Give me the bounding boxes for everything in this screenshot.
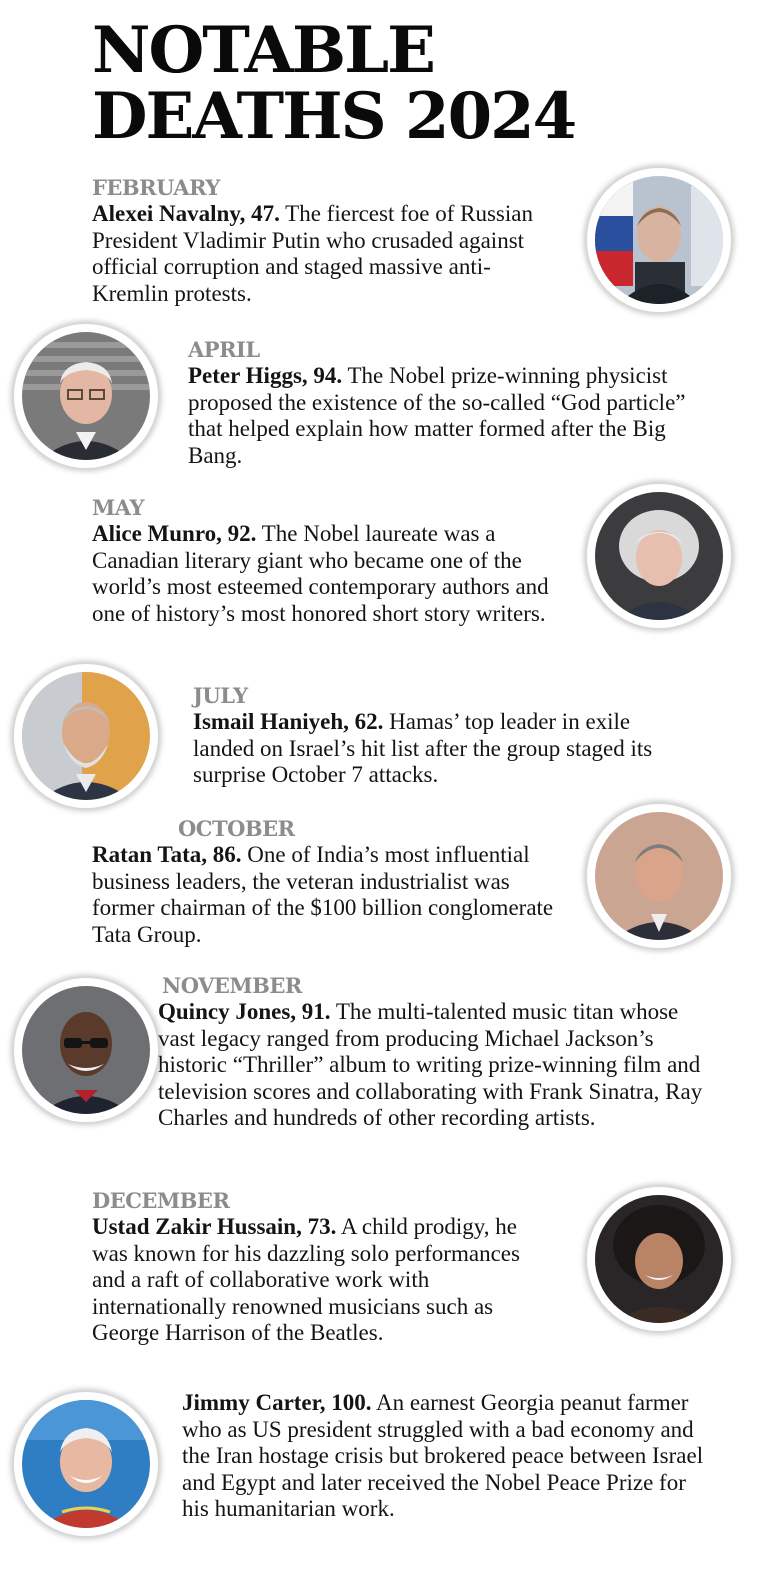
entry-higgs bbox=[188, 338, 696, 469]
portrait-munro bbox=[587, 484, 731, 628]
entry-text bbox=[193, 709, 693, 789]
title-line-2: DEATHS 2024 bbox=[92, 79, 576, 154]
entry-description: A child prodigy, he was known for his dazzling solo performances and a raft of collaborative work with internationally renowned musicians such as George Harrison of the Beatles. bbox=[92, 1214, 520, 1345]
portrait-haniyeh bbox=[14, 664, 158, 808]
person-name: Peter Higgs, 94. bbox=[188, 363, 343, 388]
month-label: OCTOBER bbox=[178, 816, 295, 841]
entry-description: One of India’s most influential business leaders, the veteran industrialist was former chairman of the $100 billion conglomerate Tata Group. bbox=[92, 842, 554, 947]
entry-text bbox=[92, 842, 554, 948]
entry-description: The Nobel prize-winning physicist proposed the existence of the so-called “God particle” that helped explain how matter formed after the Big Bang. bbox=[188, 363, 686, 468]
person-name: Ismail Haniyeh, 62. bbox=[193, 709, 384, 734]
entry-description: Hamas’ top leader in exile landed on Israel’s hit list after the group staged its surprise October 7 attacks. bbox=[193, 709, 653, 787]
person-name: Quincy Jones, 91. bbox=[158, 999, 331, 1024]
entry-jimmy-carter bbox=[182, 1390, 712, 1523]
portrait-jimmy-carter bbox=[14, 1392, 158, 1536]
month-label: JULY bbox=[193, 683, 248, 708]
entry-text bbox=[188, 363, 696, 469]
month-label: FEBRUARY bbox=[92, 175, 220, 200]
entry-description: The fiercest foe of Russian President Vladimir Putin who crusaded against official corruption and staged massive anti-Kremlin protests. bbox=[92, 201, 533, 306]
month-label: APRIL bbox=[188, 337, 260, 362]
person-name: Alice Munro, 92. bbox=[92, 521, 257, 546]
portrait-zakir-hussain bbox=[587, 1187, 731, 1331]
portrait-tata bbox=[587, 804, 731, 948]
entry-text bbox=[158, 999, 703, 1132]
person-name: Ratan Tata, 86. bbox=[92, 842, 242, 867]
entry-tata bbox=[92, 817, 554, 948]
portrait-higgs bbox=[14, 324, 158, 468]
entry-text bbox=[92, 201, 562, 307]
person-name: Jimmy Carter, 100. bbox=[182, 1390, 372, 1415]
month-label: DECEMBER bbox=[92, 1188, 230, 1213]
entry-description: The multi-talented music titan whose vast legacy ranged from producing Michael Jackson’s historic “Thriller” album to writing prize-winning film and television scores and collaborating with Frank Sinatra, Ray Charles and hundreds of other recording artists. bbox=[158, 999, 703, 1130]
entry-quincy-jones bbox=[158, 974, 703, 1132]
entry-description: An earnest Georgia peanut farmer who as US president struggled with a bad economy and the Iran hostage crisis but brokered peace between Israel and Egypt and later received the Nobel Peace Prize for his humanitarian work. bbox=[182, 1390, 704, 1521]
entry-text bbox=[182, 1390, 712, 1523]
entry-navalny bbox=[92, 176, 562, 307]
entry-description: The Nobel laureate was a Canadian literary giant who became one of the world’s most esteemed contemporary authors and one of history’s most honored short story writers. bbox=[92, 521, 549, 626]
person-name: Ustad Zakir Hussain, 73. bbox=[92, 1214, 337, 1239]
portrait-quincy-jones bbox=[14, 978, 158, 1122]
entry-haniyeh bbox=[193, 684, 693, 789]
entry-text bbox=[92, 1214, 558, 1347]
month-label: NOVEMBER bbox=[162, 973, 302, 998]
month-label: MAY bbox=[92, 495, 144, 520]
page-title bbox=[92, 13, 576, 154]
title-line-1: NOTABLE bbox=[92, 13, 434, 88]
entry-munro bbox=[92, 496, 570, 627]
portrait-navalny bbox=[587, 168, 731, 312]
entry-text bbox=[92, 521, 570, 627]
person-name: Alexei Navalny, 47. bbox=[92, 201, 280, 226]
entry-zakir-hussain bbox=[92, 1189, 558, 1347]
